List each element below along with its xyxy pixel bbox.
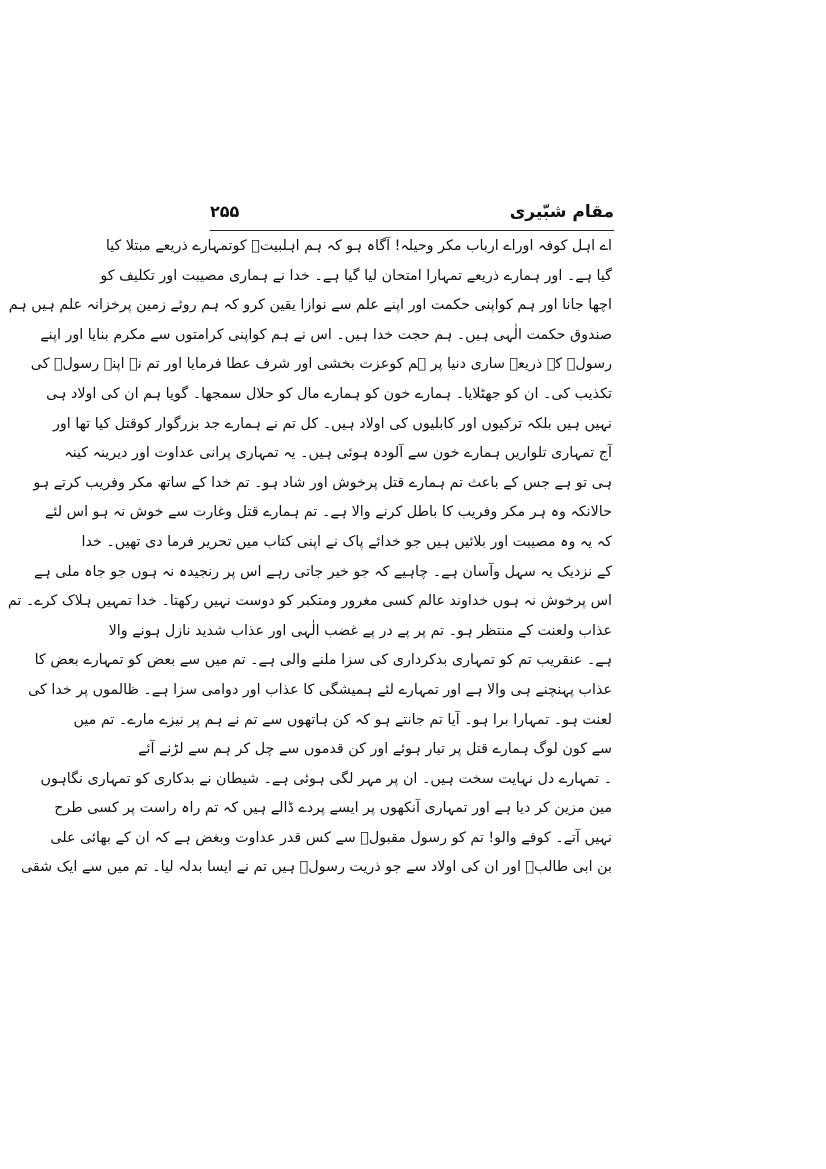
text-line: گیا ہے۔ اور ہمارے ذریعے تمہارا امتحان لیا گیا ہے۔ خدا نے ہماری مصیبت اور تکلیف کو bbox=[100, 267, 612, 284]
page-header bbox=[210, 200, 614, 228]
header-rule bbox=[210, 230, 614, 231]
text-line: سے کون لوگ ہمارے قتل پر تیار ہوئے اور کن قدموں سے چل کر ہم سے لڑنے آئے bbox=[138, 741, 612, 758]
text-line: بن ابی طالبؑ اور ان کی اولاد سے جو ذریت رسولؐ ہیں تم نے ایسا بدلہ لیا۔ تم میں سے ایک شقی bbox=[20, 859, 612, 876]
text-line: اے اہل کوفہ اوراے ارباب مکر وحیلہ! آگاہ ہو کہ ہم اہلبیتؑ کوتمہارے ذریعے مبتلا کیا bbox=[105, 238, 612, 254]
text-line: نہیں آتے۔ کوفے والو! تم کو رسول مقبولؐ سے کس قدر عداوت وبغض ہے کہ ان کے بھائی علی bbox=[50, 829, 612, 846]
text-line: رسولؐ کے ذریعے ساری دنیا پر ہم کوعزت بخشی اور شرف عطا فرمایا اور تم نے اپنے رسولؐ کی bbox=[30, 356, 612, 373]
text-line: حالانکہ وہ ہر مکر وفریب کا باطل کرنے والا ہے۔ تم ہمارے قتل وغارت سے خوش نہ ہو اس لئے bbox=[45, 504, 612, 521]
text-line: اچھا جانا اور ہم کواپنی حکمت اور اپنے علم سے نوازا یقین کرو کہ ہم روئے زمین پرخزانہ علم ہیں ہم bbox=[8, 297, 612, 314]
text-line: ہی تو ہے جس کے باعث تم ہمارے قتل پرخوش اور شاد ہو۔ تم خدا کے ساتھ مکر وفریب کرتے ہو bbox=[33, 474, 612, 491]
text-line: کے نزدیک یہ سہل وآسان ہے۔ چاہیے کہ جو خیر جاتی رہے اس پر رنجیدہ نہ ہوں جو جاہ ملی ہے bbox=[34, 563, 612, 580]
body-text bbox=[7, 232, 612, 883]
text-line: نہیں ہیں بلکہ ترکیوں اور کابلیوں کی اولاد ہیں۔ کل تم نے ہمارے جد بزرگوار کوقتل کیا تھا اور bbox=[52, 415, 612, 432]
text-line: کہ یہ وہ مصیبت اور بلائیں ہیں جو خدائے پاک نے اپنی کتاب میں تحریر فرما دی تھیں۔ خدا bbox=[81, 533, 612, 550]
text-line: ہے۔ عنقریب تم کو تمہاری بدکرداری کی سزا ملنے والی ہے۔ تم میں سے بعض کو تمہارے بعض کا bbox=[34, 652, 612, 669]
text-line: مین مزین کر دیا ہے اور تمہاری آنکھوں پر ایسے پردے ڈالے ہیں کہ تم راہ راست پر کسی طرح bbox=[54, 800, 612, 817]
text-line: ۔ تمہارے دل نہایت سخت ہیں۔ ان پر مہر لگی ہوئی ہے۔ شیطان نے بدکاری کو تمہاری نگاہوں bbox=[40, 770, 612, 787]
page-number: ۲۵۵ bbox=[210, 202, 240, 221]
text-line: لعنت ہو۔ تمہارا برا ہو۔ آیا تم جانتے ہو کہ کن ہاتھوں سے تم نے ہم پر نیزے مارے۔ تم میں bbox=[73, 711, 612, 728]
text-line: عذاب پہنچنے ہی والا ہے اور تمہارے لئے ہمیشگی کا عذاب اور دوامی سزا ہے۔ ظالموں پر خدا کی bbox=[28, 681, 612, 698]
text-line: عذاب ولعنت کے منتظر ہو۔ تم پر پے در پے غضب الٰہی اور عذاب شدید نازل ہونے والا bbox=[108, 622, 612, 639]
text-line: تکذیب کی۔ ان کو جھٹلایا۔ ہمارے خون کو ہمارے مال کو حلال سمجھا۔ گویا ہم ان کی اولاد ہی bbox=[46, 385, 612, 402]
text-line: اس پرخوش نہ ہوں خداوند عالم کسی مغرور ومتکبر کو دوست نہیں رکھتا۔ خدا تمہیں ہلاک کرے۔ تم bbox=[7, 593, 612, 610]
text-line: آج تمہاری تلواریں ہمارے خون سے آلودہ ہوئی ہیں۔ یہ تمہاری پرانی عداوت اور دیرینہ کینہ bbox=[64, 445, 612, 462]
running-title: مقام شبّیری bbox=[509, 202, 614, 222]
text-line: صندوق حکمت الٰہی ہیں۔ ہم حجت خدا ہیں۔ اس نے ہم کواپنی کرامتوں سے مکرم بنایا اور اپنے bbox=[40, 326, 612, 343]
